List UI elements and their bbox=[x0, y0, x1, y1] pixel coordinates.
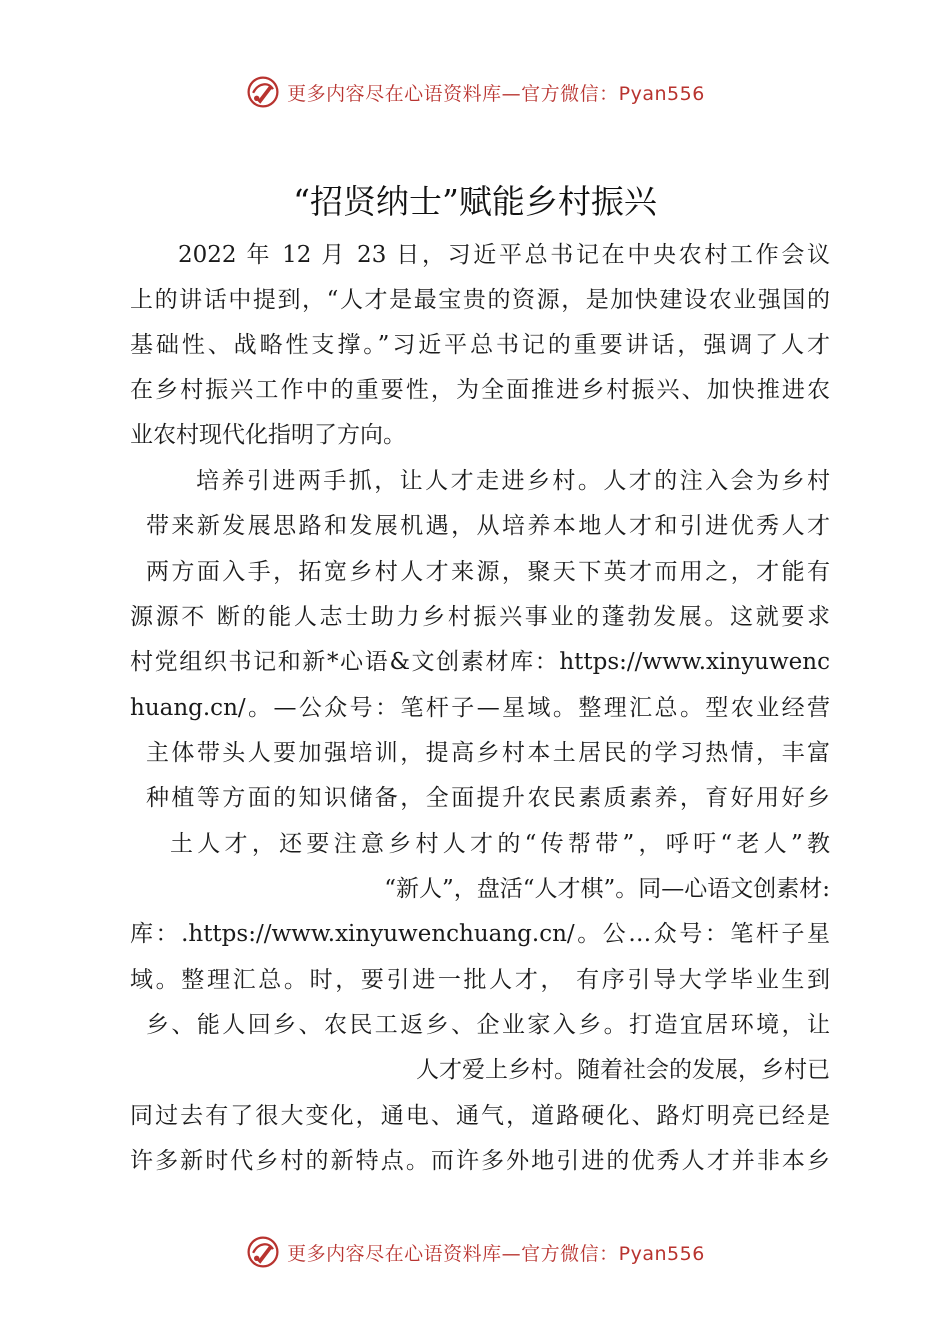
text-line: 域。整理汇总。时，要引进一批人才， 有序引导大学毕业生到 bbox=[130, 967, 830, 993]
document-title: “招贤纳士”赋能乡村振兴 bbox=[293, 182, 657, 221]
text-line: huang.cn/。—公众号：笔杆子—星域。整理汇总。型农业经营 bbox=[130, 695, 830, 721]
text-line: 培养引进两手抓，让人才走进乡村。人才的注入会为乡村 bbox=[196, 468, 830, 494]
text-line: 村党组织书记和新*心语&文创素材库：https://www.xinyuwenc bbox=[130, 649, 830, 675]
text-line: 土人才，还要注意乡村人才的“传帮带”，呼吁“老人”教 bbox=[170, 831, 830, 857]
text-line: 主体带头人要加强培训，提高乡村本土居民的学习热情，丰富 bbox=[146, 740, 830, 766]
text-line: 业农村现代化指明了方向。 bbox=[130, 422, 406, 448]
header-banner bbox=[0, 72, 950, 112]
text-line: 在乡村振兴工作中的重要性，为全面推进乡村振兴、加快推进农 bbox=[130, 377, 830, 403]
text-line: 2022 年 12 月 23 日，习近平总书记在中央农村工作会议 bbox=[178, 242, 830, 268]
text-line: 基础性、战略性支撑。”习近平总书记的重要讲话，强调了人才 bbox=[130, 332, 830, 358]
text-line: 库：.https://www.xinyuwenchuang.cn/。公…众号：笔杆子星 bbox=[130, 921, 830, 947]
footer-banner-text: 更多内容尽在心语资料库—官方微信：Pyan556 bbox=[287, 1242, 705, 1265]
text-line: 两方面入手，拓宽乡村人才来源，聚天下英才而用之，才能有 bbox=[146, 559, 830, 585]
header-banner-text: 更多内容尽在心语资料库—官方微信：Pyan556 bbox=[287, 82, 705, 105]
text-line: 同过去有了很大变化，通电、通气，道路硬化、路灯明亮已经是 bbox=[130, 1103, 830, 1129]
text-line: 乡、能人回乡、农民工返乡、企业家入乡。打造宜居环境，让 bbox=[146, 1012, 830, 1038]
text-line: “新人”，盘活“人才棋”。同—心语文创素材: bbox=[384, 876, 830, 902]
brand-logo-icon bbox=[245, 74, 281, 110]
footer-banner bbox=[0, 1232, 950, 1272]
text-line: 上的讲话中提到，“人才是最宝贵的资源，是加快建设农业强国的 bbox=[130, 287, 830, 313]
text-line: 带来新发展思路和发展机遇，从培养本地人才和引进优秀人才 bbox=[146, 513, 830, 539]
text-line: 人才爱上乡村。随着社会的发展，乡村已 bbox=[416, 1057, 830, 1083]
text-line: 种植等方面的知识储备，全面提升农民素质素养，育好用好乡 bbox=[146, 785, 830, 811]
text-line: 许多新时代乡村的新特点。而许多外地引进的优秀人才并非本乡 bbox=[130, 1148, 830, 1174]
brand-logo-icon bbox=[245, 1234, 281, 1270]
text-line: 源源不 断的能人志士助力乡村振兴事业的蓬勃发展。这就要求 bbox=[130, 604, 830, 630]
